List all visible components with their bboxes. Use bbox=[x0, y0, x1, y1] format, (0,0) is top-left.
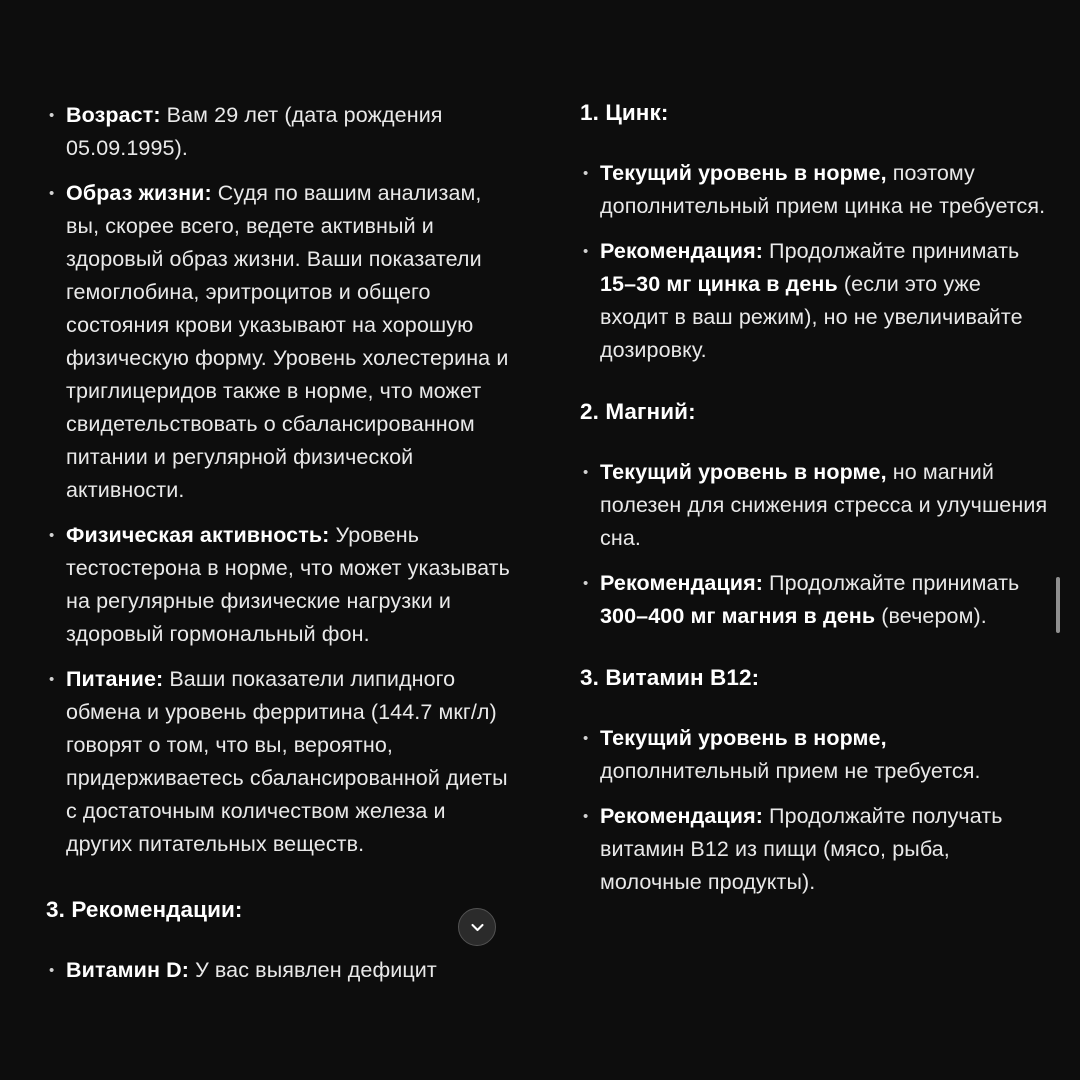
section-magnesium-heading: 2. Магний: bbox=[580, 399, 696, 424]
list-item-magnesium-dosage: 300–400 мг магния в день bbox=[600, 604, 876, 628]
list-item-vitamin-d bbox=[46, 954, 514, 987]
list-item-physical-activity-label: Физическая активность: bbox=[66, 523, 330, 547]
list-item-b12-level bbox=[580, 722, 1050, 788]
list-item-nutrition bbox=[46, 663, 514, 861]
list-item-zinc-recommendation-text2: (если это уже входит в ваш режим), но не увеличивайте дозировку. bbox=[600, 272, 1023, 362]
list-item-zinc-recommendation-label: Рекомендация: bbox=[600, 239, 763, 263]
section-zinc bbox=[580, 96, 1050, 367]
list-item-physical-activity bbox=[46, 519, 514, 651]
section-magnesium bbox=[580, 395, 1050, 633]
list-item-age-text: Вам 29 лет (дата рождения 05.09.1995). bbox=[66, 103, 443, 160]
list-item-magnesium-recommendation bbox=[580, 567, 1050, 633]
scroll-to-bottom-button[interactable] bbox=[458, 908, 496, 946]
scrollbar-thumb[interactable] bbox=[1056, 577, 1060, 633]
list-item-magnesium-level-text: но магний полезен для снижения стресса и улучшения сна. bbox=[600, 460, 1048, 550]
chevron-down-icon bbox=[469, 919, 486, 936]
right-column bbox=[580, 96, 1050, 911]
list-item-age-label: Возраст: bbox=[66, 103, 161, 127]
list-item-lifestyle bbox=[46, 177, 514, 507]
list-item-physical-activity-text: Уровень тестостерона в норме, что может указывать на регулярные физические нагрузки и здоровый гормональный фон. bbox=[66, 523, 510, 646]
section-vitamin-b12-list bbox=[580, 722, 1050, 899]
recommendations-list bbox=[46, 954, 514, 987]
list-item-vitamin-d-text: У вас выявлен дефицит bbox=[189, 958, 437, 982]
section-zinc-list bbox=[580, 157, 1050, 367]
recommendations-heading: 3. Рекомендации: bbox=[46, 897, 243, 922]
section-magnesium-list bbox=[580, 456, 1050, 633]
list-item-zinc-level bbox=[580, 157, 1050, 223]
list-item-magnesium-recommendation-text: Продолжайте принимать bbox=[762, 571, 1020, 595]
list-item-zinc-dosage: 15–30 мг цинка в день bbox=[600, 272, 838, 296]
list-item-nutrition-label: Питание: bbox=[66, 667, 164, 691]
list-item-b12-recommendation bbox=[580, 800, 1050, 899]
list-item-nutrition-text: Ваши показатели липидного обмена и уровень ферритина (144.7 мкг/л) говорят о том, что вы, вероятно, придерживаетесь сбалансированной диеты с достаточным количеством железа и других питательных веществ. bbox=[66, 667, 508, 856]
analysis-list bbox=[46, 99, 514, 861]
section-zinc-heading: 1. Цинк: bbox=[580, 100, 669, 125]
list-item-zinc-level-bold: Текущий уровень в норме, bbox=[600, 161, 887, 185]
list-item-magnesium-level-bold: Текущий уровень в норме, bbox=[600, 460, 887, 484]
left-column bbox=[46, 99, 514, 999]
list-item-zinc-recommendation-text: Продолжайте принимать bbox=[762, 239, 1020, 263]
list-item-lifestyle-label: Образ жизни: bbox=[66, 181, 212, 205]
section-vitamin-b12 bbox=[580, 661, 1050, 899]
list-item-magnesium-recommendation-text2: (вечером). bbox=[875, 604, 987, 628]
list-item-b12-level-text: дополнительный прием не требуется. bbox=[600, 759, 981, 783]
list-item-age bbox=[46, 99, 514, 165]
list-item-lifestyle-text: Судя по вашим анализам, вы, скорее всего, ведете активный и здоровый образ жизни. Ваши показатели гемоглобина, эритроцитов и общего состояния крови указывают на хорошую физическую форму. Уровень холестерина и триглицеридов также в норме, что может свидетельствовать о сбалансированном питании и регулярной физической активности. bbox=[66, 181, 509, 502]
list-item-magnesium-recommendation-label: Рекомендация: bbox=[600, 571, 763, 595]
list-item-b12-recommendation-label: Рекомендация: bbox=[600, 804, 763, 828]
list-item-b12-level-bold: Текущий уровень в норме, bbox=[600, 726, 887, 750]
list-item-vitamin-d-label: Витамин D: bbox=[66, 958, 189, 982]
section-vitamin-b12-heading: 3. Витамин B12: bbox=[580, 665, 760, 690]
list-item-magnesium-level bbox=[580, 456, 1050, 555]
list-item-b12-recommendation-text: Продолжайте получать витамин B12 из пищи (мясо, рыба, молочные продукты). bbox=[600, 804, 1003, 894]
list-item-zinc-level-text: поэтому дополнительный прием цинка не требуется. bbox=[600, 161, 1046, 218]
list-item-zinc-recommendation bbox=[580, 235, 1050, 367]
